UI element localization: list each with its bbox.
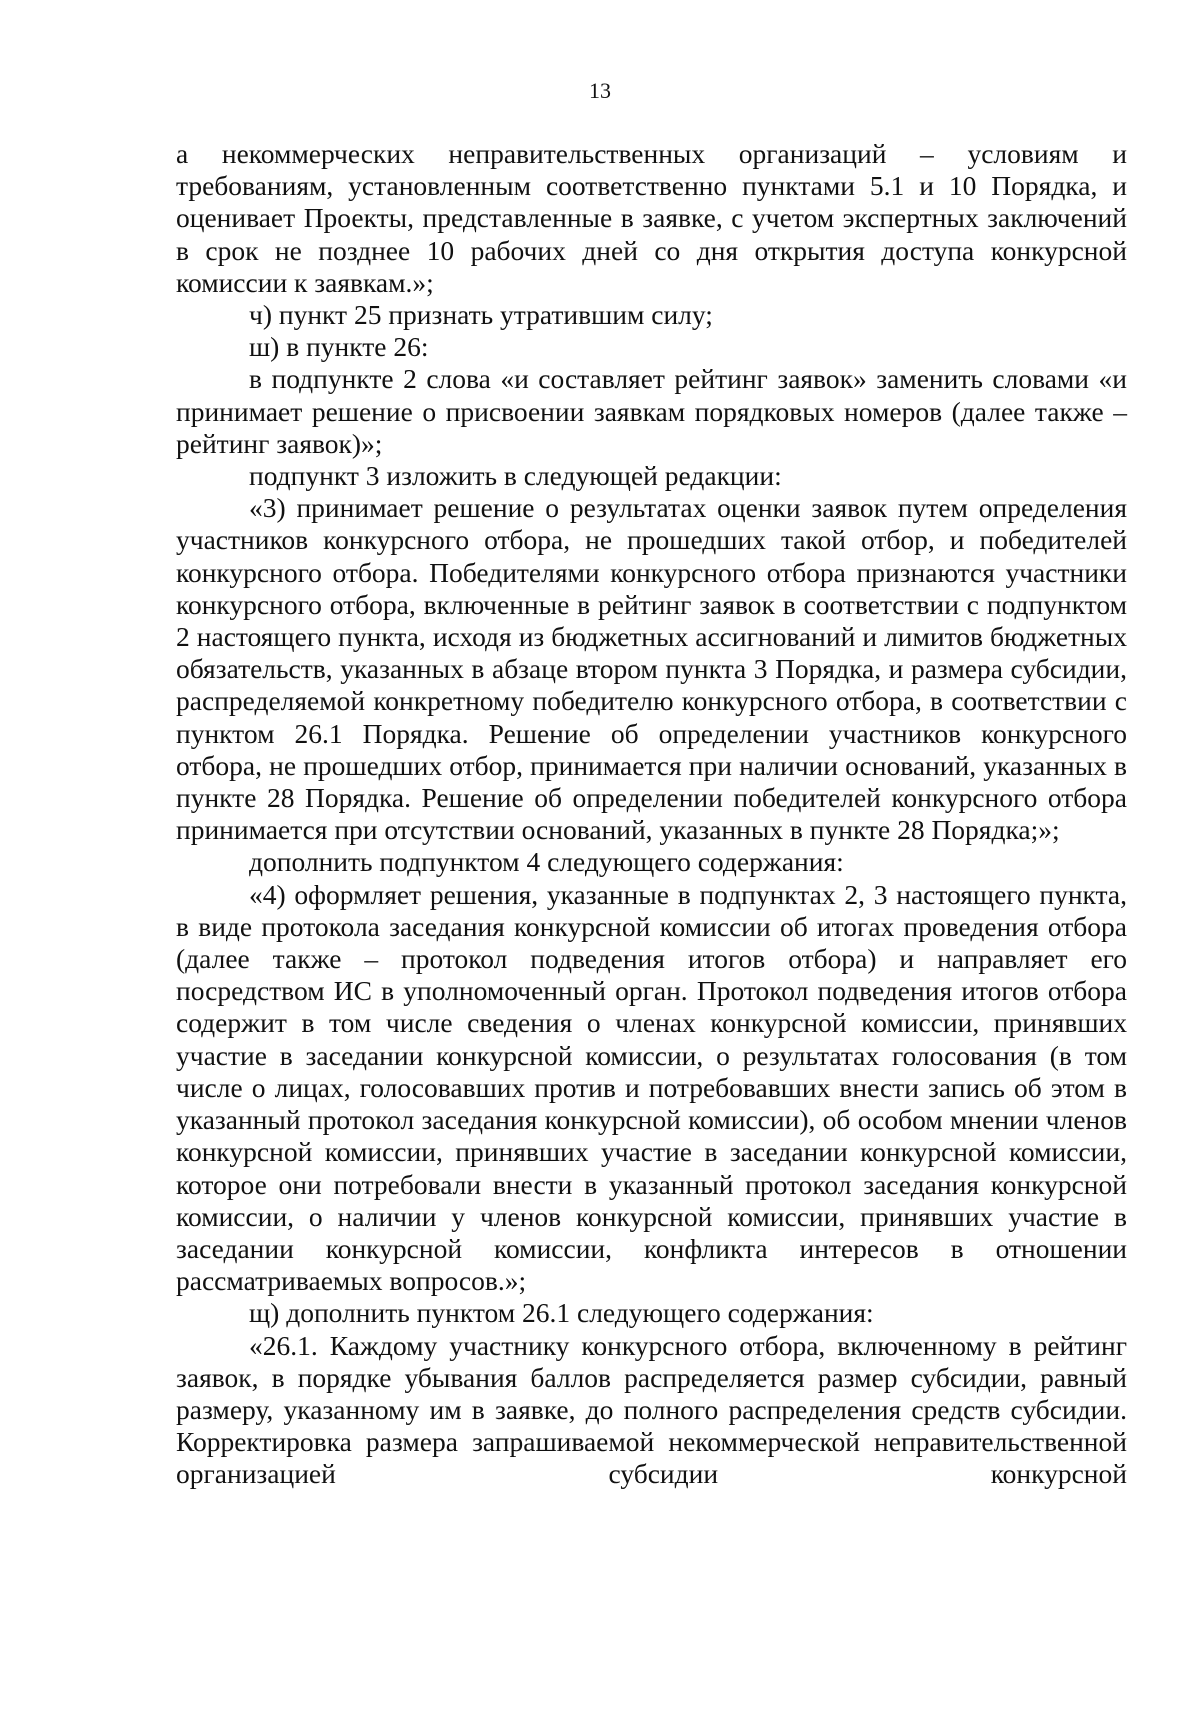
paragraph-subpoint-2: в подпункте 2 слова «и составляет рейтинг заявок» заменить словами «и принимает решение о присвоении заявкам порядковых номеров (далее также – рейтинг заявок)»; (176, 363, 1127, 459)
paragraph-subpoint-3-text: «3) принимает решение о результатах оценки заявок путем определения участников конкурсного отбора, не прошедших такой отбор, и победителей конкурсного отбора. Победителями конкурсного отбора признаются участники конкурсного отбора, включенные в рейтинг заявок в соответствии с подпунктом 2 настоящего пункта, исходя из бюджетных ассигнований и лимитов бюджетных обязательств, указанных в абзаце втором пункта 3 Порядка, и размера субсидии, распределяемой конкретному победителю конкурсного отбора, в соответствии с пунктом 26.1 Порядка. Решение об определении участников конкурсного отбора, не прошедших отбор, принимается при наличии оснований, указанных в пункте 28 Порядка. Решение об определении победителей конкурсного отбора принимается при отсутствии оснований, указанных в пункте 28 Порядка;»; (176, 492, 1127, 846)
paragraph-subpoint-4-text: «4) оформляет решения, указанные в подпунктах 2, 3 настоящего пункта, в виде протокола заседания конкурсной комиссии об итогах проведения отбора (далее также – протокол подведения итогов отбора) и направляет его посредством ИС в уполномоченный орган. Протокол подведения итогов отбора содержит в том числе сведения о членах конкурсной комиссии, принявших участие в заседании конкурсной комиссии, о результатах голосования (в том числе о лицах, голосовавших против и потребовавших внести запись об этом в указанный протокол заседания конкурсной комиссии), об особом мнении членов конкурсной комиссии, принявших участие в заседании конкурсной комиссии, которое они потребовали внести в указанный протокол заседания конкурсной комиссии, о наличии у членов конкурсной комиссии, принявших участие в заседании конкурсной комиссии, конфликта интересов в отношении рассматриваемых вопросов.»; (176, 878, 1127, 1297)
paragraph-item-sh: ш) в пункте 26: (249, 331, 429, 363)
document-body (176, 138, 1127, 1491)
paragraph-item-shch: щ) дополнить пунктом 26.1 следующего содержания: (249, 1297, 874, 1329)
paragraph-subpoint-4-intro: дополнить подпунктом 4 следующего содержания: (249, 846, 844, 878)
paragraph-item-ch: ч) пункт 25 признать утратившим силу; (249, 299, 713, 331)
paragraph-point-26-1: «26.1. Каждому участнику конкурсного отбора, включенному в рейтинг заявок, в порядке убывания баллов распределяется размер субсидии, равный размеру, указанному им в заявке, до полного распределения средств субсидии. Корректировка размера запрашиваемой некоммерческой неправительственной организацией субсидии конкурсной (176, 1329, 1127, 1490)
page-number: 13 (589, 78, 611, 103)
paragraph-subpoint-3-intro: подпункт 3 изложить в следующей редакции: (249, 460, 782, 492)
paragraph-continuation: а некоммерческих неправительственных организаций – условиям и требованиям, установленным соответственно пунктами 5.1 и 10 Порядка, и оценивает Проекты, представленные в заявке, с учетом экспертных заключений в срок не позднее 10 рабочих дней со дня открытия доступа конкурсной комиссии к заявкам.»; (176, 138, 1127, 298)
